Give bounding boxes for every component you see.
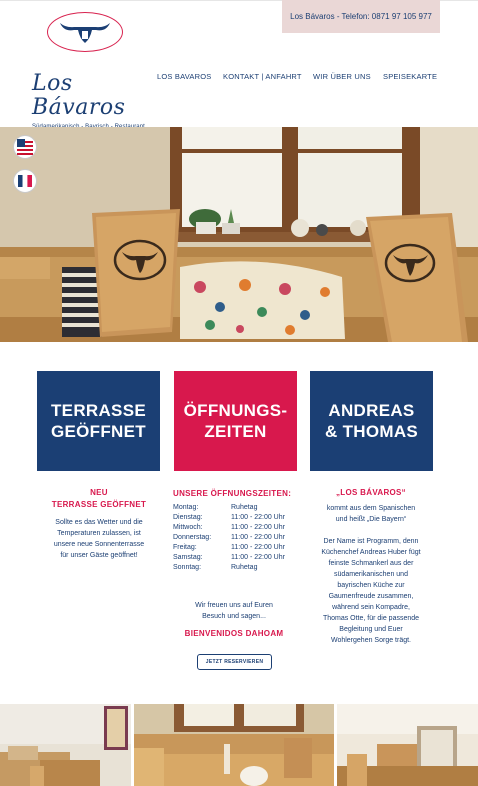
about-text-line: kommt aus dem Spanischen: [326, 505, 416, 512]
tile-oeffnungszeiten-line1: ÖFFNUNGS-: [183, 401, 288, 420]
brand-name: Los Bávaros: [32, 71, 126, 120]
hours-time: 11:00 - 22:00 Uhr: [231, 534, 285, 541]
us-flag-icon: [17, 139, 33, 155]
tile-andreas-thomas[interactable]: [310, 371, 433, 471]
about-section: [306, 487, 436, 646]
about-text-line: Gaumenfreude zusammen,: [328, 593, 414, 600]
about-text-line: Küchenchef Andreas Huber fügt: [321, 549, 421, 556]
hours-row: [173, 523, 303, 533]
hours-day: Samstag:: [173, 554, 203, 561]
nav-item-kontakt[interactable]: KONTAKT | ANFAHRT: [223, 72, 302, 81]
hours-row: [173, 533, 303, 543]
tile-oeffnungszeiten[interactable]: [174, 371, 297, 471]
hours-row: [173, 503, 303, 513]
about-text-line: Thomas Otte, für die passende: [322, 615, 420, 622]
about-spacer: [306, 525, 436, 536]
reserve-button-label: JETZT RESERVIEREN: [205, 659, 264, 665]
hours-day: Freitag:: [173, 544, 197, 551]
hours-day: Dienstag:: [173, 514, 203, 521]
about-text-line: bayrischen Küche zur: [337, 582, 405, 589]
welcome-greeting: BIENVENIDOS DAHOAM: [184, 629, 284, 638]
hours-day: Donnerstag:: [173, 534, 212, 541]
welcome-block: [169, 600, 299, 640]
terrace-text-line: für unser Gäste geöffnet!: [60, 552, 138, 559]
tile-terrasse[interactable]: [37, 371, 160, 471]
hours-time: 11:00 - 22:00 Uhr: [231, 554, 285, 561]
french-flag-icon: [17, 173, 33, 189]
reserve-button[interactable]: [197, 654, 272, 670]
tile-terrasse-line1: TERRASSE: [51, 401, 146, 420]
about-text-line: feinste Schmankerl aus der: [328, 560, 414, 567]
tile-andreas-thomas-line1: ANDREAS: [328, 401, 415, 420]
about-text-line: Wohlergehen Sorge trägt.: [330, 637, 412, 644]
welcome-line: Besuch und sagen...: [202, 613, 266, 620]
hours-title: UNSERE ÖFFNUNGSZEITEN:: [173, 489, 292, 498]
about-title: „LOS BÁVAROS“: [336, 488, 406, 497]
about-text-line: südamerikanischen und: [334, 571, 408, 578]
language-french-button[interactable]: [13, 169, 37, 193]
hours-time: 11:00 - 22:00 Uhr: [231, 514, 285, 521]
logo[interactable]: [47, 12, 123, 52]
bull-head-icon: [58, 19, 112, 45]
phone-banner[interactable]: [282, 0, 440, 33]
hours-row: [173, 563, 303, 573]
tile-terrasse-line2: GEÖFFNET: [51, 422, 146, 441]
hours-time: 11:00 - 22:00 Uhr: [231, 544, 285, 551]
about-text-line: und heißt „Die Bayern“: [335, 516, 407, 523]
hours-day: Sonntag:: [173, 564, 202, 571]
nav-item-wir-ueber-uns[interactable]: WIR ÜBER UNS: [313, 72, 371, 81]
hours-table: [173, 503, 303, 573]
hours-time: Ruhetag: [231, 504, 258, 511]
phone-text: Los Bávaros - Telefon: 0871 97 105 977: [290, 12, 432, 21]
about-text-line: während sein Kompadre,: [332, 604, 410, 611]
hours-time: Ruhetag: [231, 564, 258, 571]
tile-oeffnungszeiten-line2: ZEITEN: [204, 422, 267, 441]
terrace-text-line: Temperaturen zulassen, ist: [57, 530, 141, 537]
hours-day: Mittwoch:: [173, 524, 203, 531]
hours-day: Montag:: [173, 504, 199, 511]
gallery-photo-1[interactable]: [0, 704, 131, 786]
nav-item-speisekarte[interactable]: SPEISEKARTE: [383, 72, 438, 81]
hours-row: [173, 543, 303, 553]
gallery-photo-3[interactable]: [337, 704, 478, 786]
terrace-text-line: Sollte es das Wetter und die: [55, 519, 143, 526]
terrace-section: [34, 487, 164, 561]
welcome-line: Wir freuen uns auf Euren: [195, 602, 273, 609]
nav-item-los-bavaros[interactable]: LOS BAVAROS: [157, 72, 212, 81]
hours-row: [173, 513, 303, 523]
about-text-line: Begleitung und Euer: [339, 626, 403, 633]
terrace-title-line2: TERRASSE GEÖFFNET: [51, 500, 147, 509]
language-english-button[interactable]: [13, 135, 37, 159]
hours-row: [173, 553, 303, 563]
tile-andreas-thomas-line2: & THOMAS: [324, 422, 419, 441]
hero-image: [0, 127, 478, 342]
brand-block[interactable]: [32, 72, 152, 130]
terrace-title-line1: NEU: [90, 488, 108, 497]
gallery-photo-2[interactable]: [134, 704, 334, 786]
terrace-text-line: unsere neue Sonnenterrasse: [53, 541, 145, 548]
about-text-line: Der Name ist Programm, denn: [323, 538, 419, 545]
hours-time: 11:00 - 22:00 Uhr: [231, 524, 285, 531]
